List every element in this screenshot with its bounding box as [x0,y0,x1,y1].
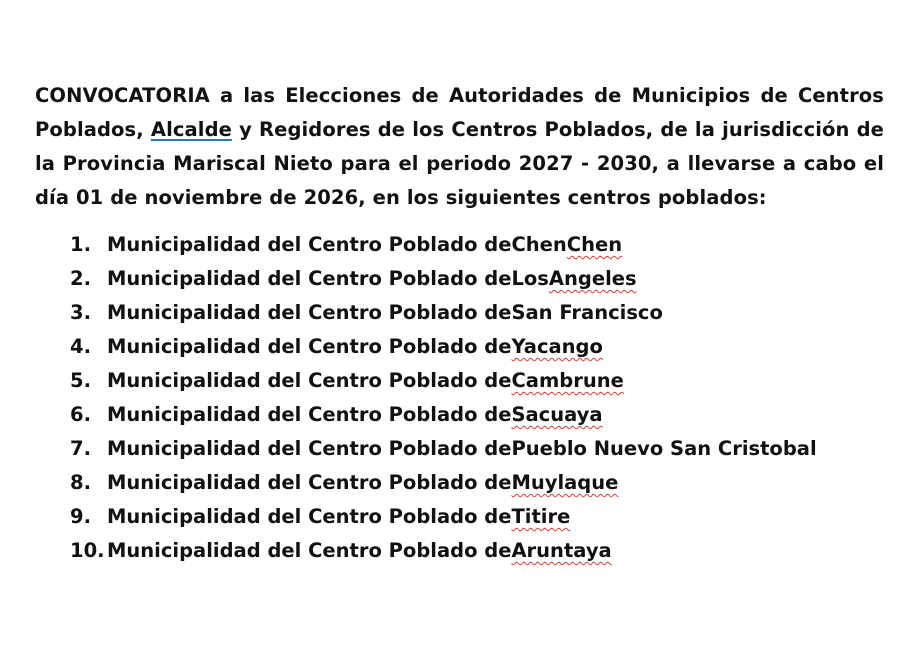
intro-paragraph [35,79,884,215]
list-item-flagged-word: Chen [566,233,623,256]
list-item-prefix: Municipalidad del Centro Poblado de [107,233,512,256]
list-item-name: Pueblo Nuevo San Cristobal [511,437,817,460]
list-item-flagged-word: Sacuaya [511,403,603,426]
list-item-number: 3. [70,301,91,324]
list-item-number: 7. [70,437,91,460]
list-item-number: 6. [70,403,91,426]
list-item-flagged-word: Titire [511,505,571,528]
list-item [70,534,817,568]
list-item-prefix: Municipalidad del Centro Poblado de [107,471,512,494]
list-item-prefix: Municipalidad del Centro Poblado de [107,505,512,528]
list-item-number: 9. [70,505,91,528]
list-item-name: Chen [511,233,567,256]
list-item-name: Los [511,267,549,290]
list-item [70,228,817,262]
list-item [70,262,817,296]
list-item-prefix: Municipalidad del Centro Poblado de [107,267,512,290]
list-item [70,330,817,364]
list-item-number: 10. [70,539,105,562]
list-item-prefix: Municipalidad del Centro Poblado de [107,403,512,426]
list-item-prefix: Municipalidad del Centro Poblado de [107,539,512,562]
list-item-prefix: Municipalidad del Centro Poblado de [107,369,512,392]
list-item [70,466,817,500]
list-item [70,500,817,534]
list-item [70,364,817,398]
list-item-number: 2. [70,267,91,290]
intro-text-part1: CONVOCATORIA a las Elecciones de Autoridades de Municipios de Centros Poblados, [35,84,884,141]
list-item-flagged-word: Muylaque [511,471,619,494]
list-item-name: San Francisco [511,301,663,324]
intro-text-part2: y Regidores de los Centros Poblados, de la jurisdicción de la Provincia Mariscal Nieto para el periodo 2027 - 2030, a llevarse a cabo el día 01 de noviembre de 2026, en los siguientes centros poblados: [35,118,884,209]
list-item-number: 5. [70,369,91,392]
list-item [70,432,817,466]
list-item-flagged-word: Cambrune [511,369,624,392]
list-item-flagged-word: Yacango [511,335,603,358]
list-item-number: 1. [70,233,91,256]
list-item-prefix: Municipalidad del Centro Poblado de [107,301,512,324]
centros-poblados-list [70,228,817,568]
list-item-flagged-word: Angeles [548,267,637,290]
list-item [70,398,817,432]
list-item-flagged-word: Aruntaya [511,539,612,562]
intro-underlined-word: Alcalde [150,118,232,141]
list-item [70,296,817,330]
list-item-prefix: Municipalidad del Centro Poblado de [107,335,512,358]
list-item-prefix: Municipalidad del Centro Poblado de [107,437,512,460]
list-item-number: 8. [70,471,91,494]
list-item-number: 4. [70,335,91,358]
